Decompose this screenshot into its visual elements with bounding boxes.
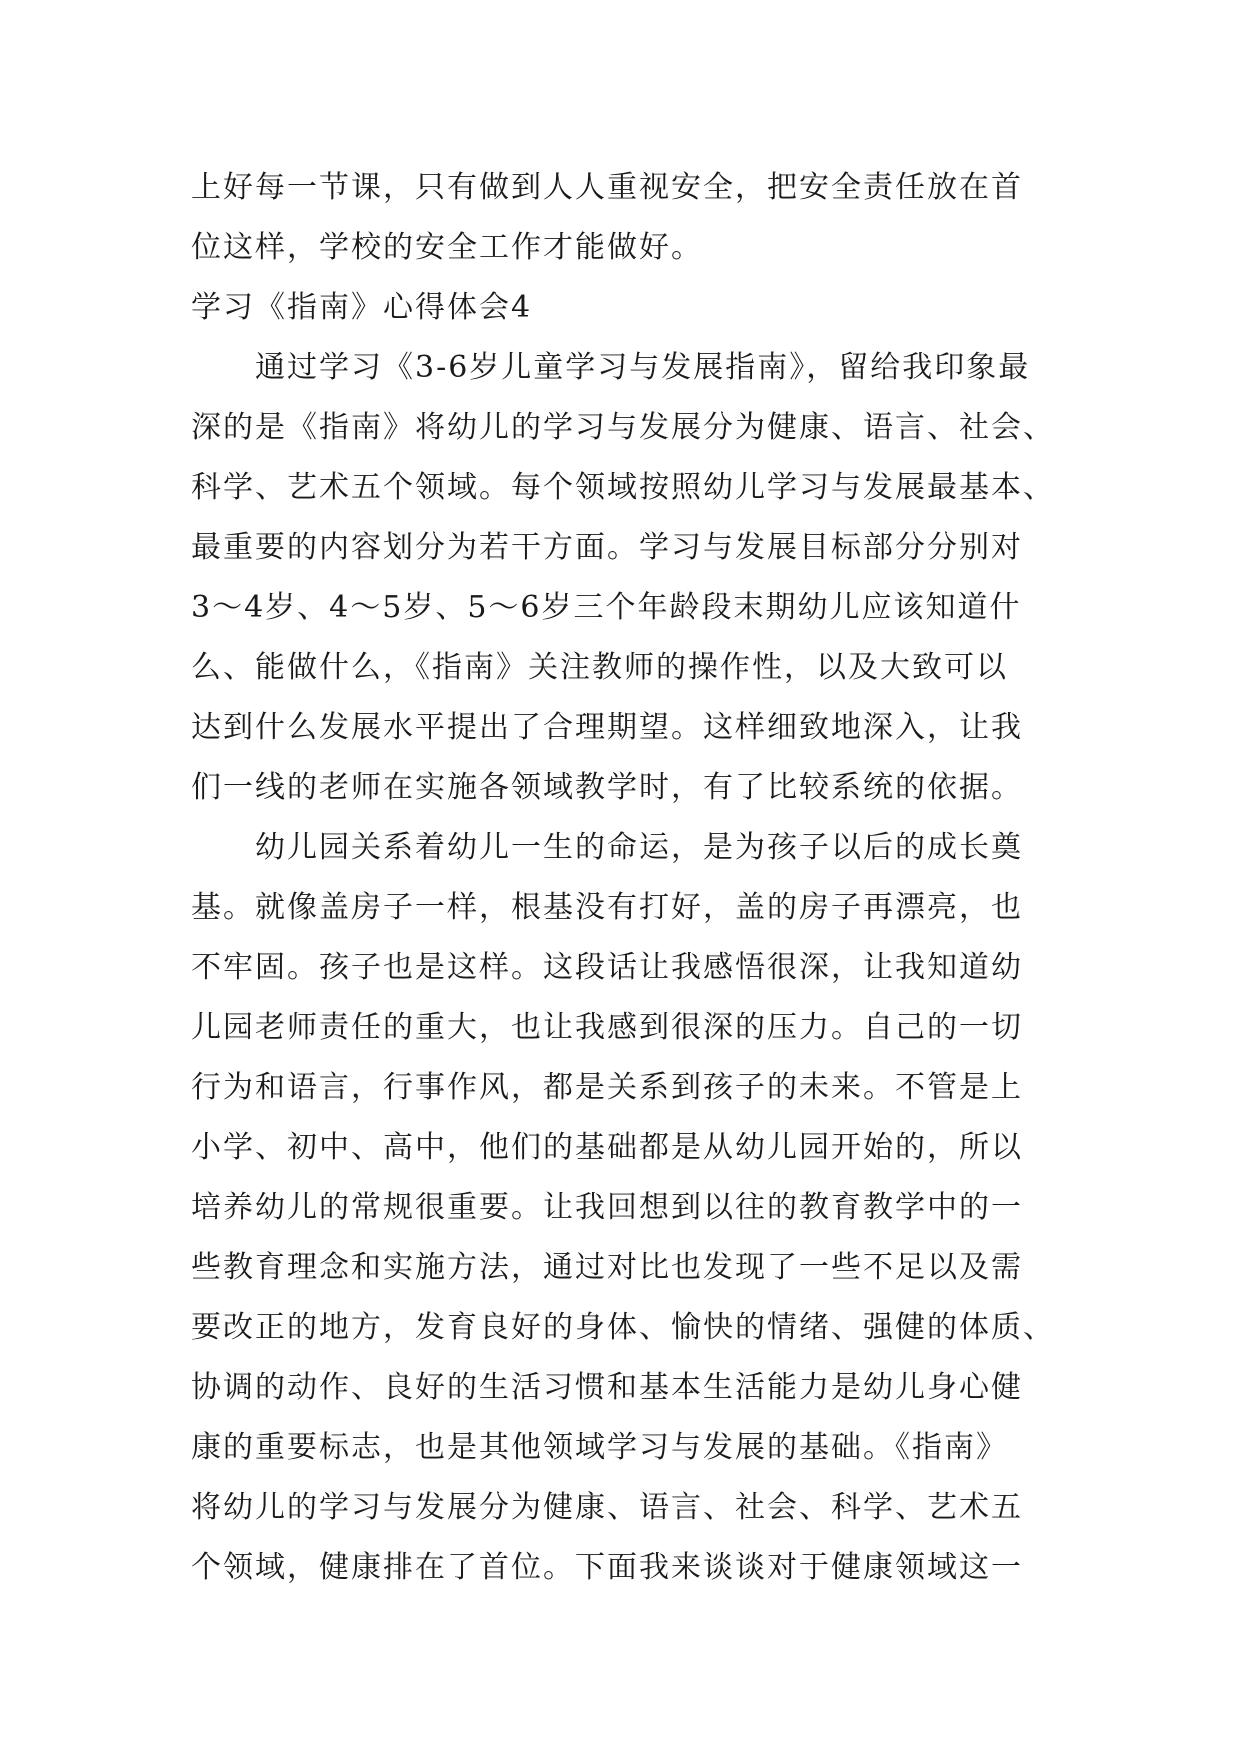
body-line: 儿园老师责任的重大，也让我感到很深的压力。自己的一切 <box>191 1010 1023 1045</box>
body-line: 些教育理念和实施方法，通过对比也发现了一些不足以及需 <box>191 1250 1023 1285</box>
body-line: 协调的动作、良好的生活习惯和基本生活能力是幼儿身心健 <box>191 1370 1023 1405</box>
body-line: 培养幼儿的常规很重要。让我回想到以往的教育教学中的一 <box>191 1190 1023 1225</box>
body-line: 行为和语言，行事作风，都是关系到孩子的未来。不管是上 <box>191 1070 1023 1105</box>
body-line: 基。就像盖房子一样，根基没有打好，盖的房子再漂亮，也 <box>191 890 1023 925</box>
body-line: 科学、艺术五个领域。每个领域按照幼儿学习与发展最基本、 <box>191 470 1055 505</box>
body-line: 上好每一节课，只有做到人人重视安全，把安全责任放在首 <box>191 170 1023 205</box>
body-line: 们一线的老师在实施各领域教学时，有了比较系统的依据。 <box>191 770 1023 805</box>
document-body <box>191 158 1055 1598</box>
paragraph-first-line: 通过学习《3-6岁儿童学习与发展指南》，留给我印象最 <box>255 350 1031 385</box>
body-line: 最重要的内容划分为若干方面。学习与发展目标部分分别对 <box>191 530 1023 565</box>
body-line: 么、能做什么，《指南》关注教师的操作性，以及大致可以 <box>191 650 1008 685</box>
body-line: 深的是《指南》将幼儿的学习与发展分为健康、语言、社会、 <box>191 410 1055 445</box>
body-line: 要改正的地方，发育良好的身体、愉快的情绪、强健的体质、 <box>191 1310 1055 1345</box>
body-line: 3～4岁、4～5岁、5～6岁三个年龄段末期幼儿应该知道什 <box>191 590 1022 625</box>
body-line: 康的重要标志，也是其他领域学习与发展的基础。《指南》 <box>191 1430 1008 1465</box>
body-line: 达到什么发展水平提出了合理期望。这样细致地深入，让我 <box>191 710 1023 745</box>
body-line: 小学、初中、高中，他们的基础都是从幼儿园开始的，所以 <box>191 1130 1023 1165</box>
body-line: 个领域，健康排在了首位。下面我来谈谈对于健康领域这一 <box>191 1550 1023 1585</box>
body-line: 将幼儿的学习与发展分为健康、语言、社会、科学、艺术五 <box>191 1490 1023 1525</box>
paragraph-first-line: 幼儿园关系着幼儿一生的命运，是为孩子以后的成长奠 <box>255 830 1023 865</box>
body-line: 位这样，学校的安全工作才能做好。 <box>191 230 703 265</box>
section-heading: 学习《指南》心得体会4 <box>191 290 533 325</box>
body-line: 不牢固。孩子也是这样。这段话让我感悟很深，让我知道幼 <box>191 950 1023 985</box>
